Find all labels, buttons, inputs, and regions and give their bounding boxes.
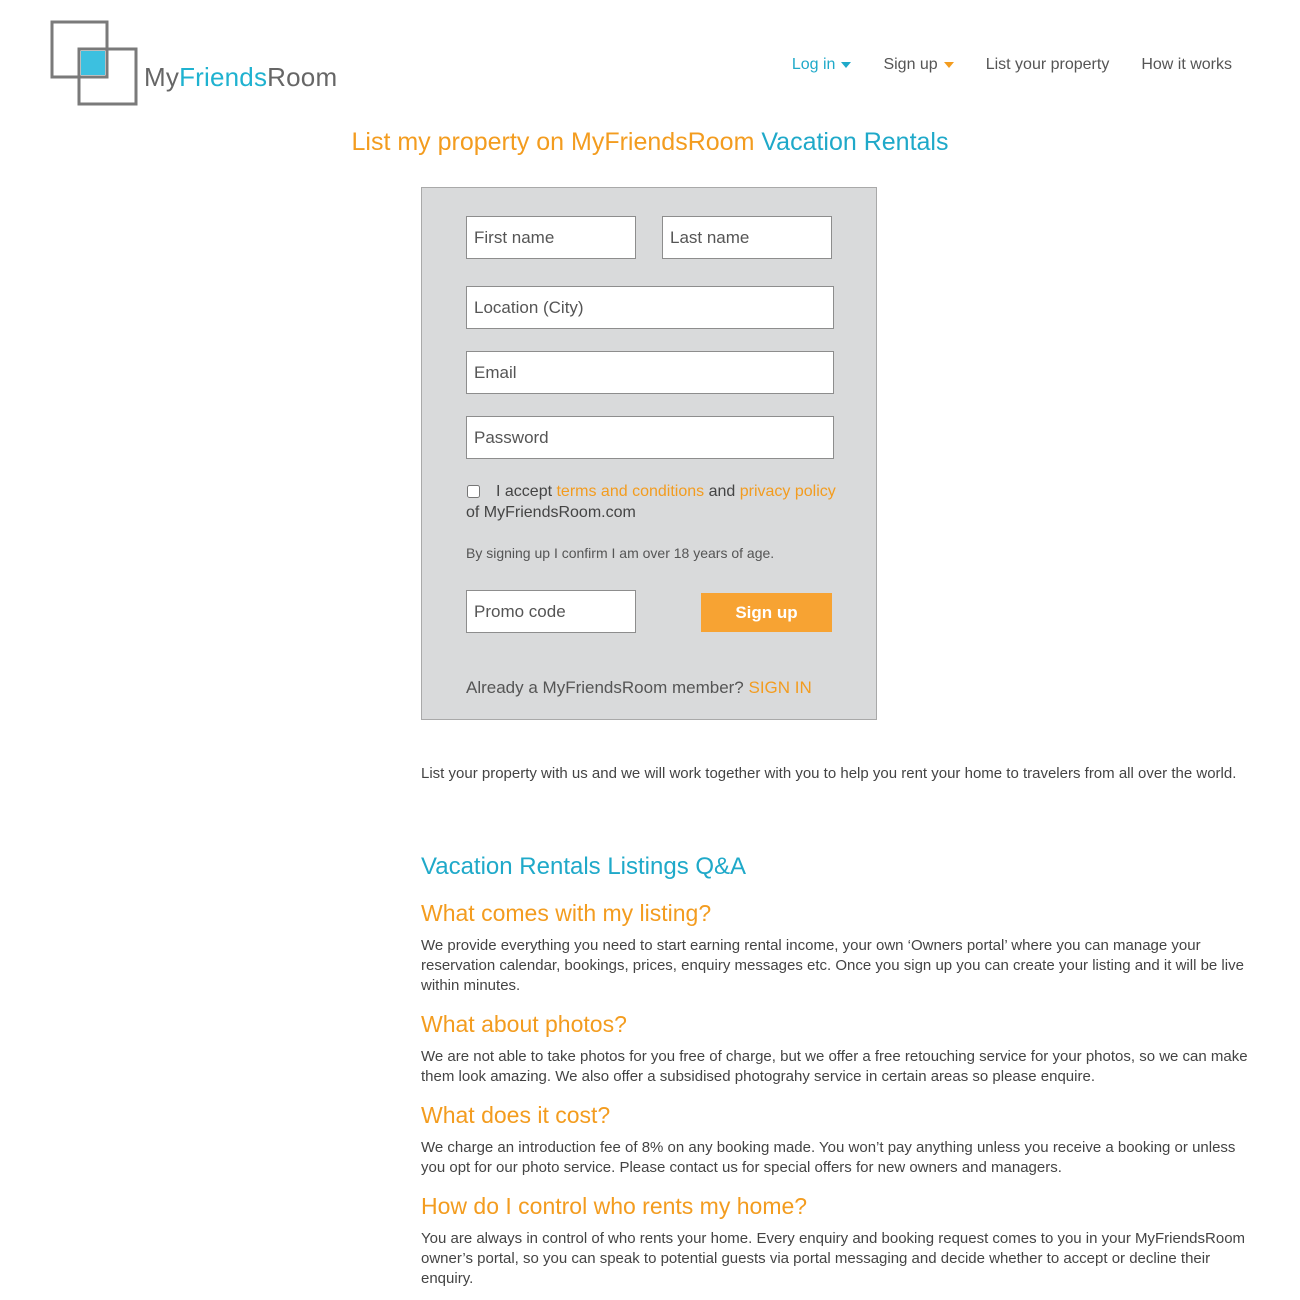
terms-prefix: I accept: [496, 483, 553, 500]
caret-down-icon: [841, 62, 851, 68]
password-input[interactable]: [466, 416, 834, 459]
terms-link[interactable]: terms and conditions: [556, 483, 705, 500]
logo-squares-icon: [50, 20, 140, 110]
member-text: Already a MyFriendsRoom member?: [466, 678, 744, 697]
qa-question: What comes with my listing?: [421, 900, 712, 926]
qa-answer: You are always in control of who rents your home. Every enquiry and booking request comes to you in your MyFriendsRoom owner’s portal, so you can speak to potential guests via portal messaging and decide whether to accept or decline their enquiry.: [421, 1230, 1246, 1287]
nav-list-property[interactable]: [986, 56, 1110, 74]
nav-how-it-works-label: How it works: [1141, 56, 1232, 73]
age-confirmation-note: By signing up I confirm I am over 18 years of age.: [466, 545, 775, 561]
caret-down-icon: [944, 62, 954, 68]
qa-answer: We provide everything you need to start earning rental income, your own ‘Owners portal’ where you can manage your reservation calendar, bookings, prices, enquiry messages etc. Once you sign up you can create your listing and it will be live within minutes.: [421, 937, 1244, 994]
nav-signup-label: Sign up: [883, 56, 938, 73]
page-title-main: List my property on MyFriendsRoom: [351, 128, 755, 156]
intro-paragraph: List your property with us and we will work together with you to help you rent your home to travelers from all over the world.: [421, 765, 1237, 782]
last-name-input[interactable]: [662, 216, 832, 259]
qa-question: What does it cost?: [421, 1102, 611, 1128]
first-name-input[interactable]: [466, 216, 636, 259]
signup-button[interactable]: Sign up: [701, 593, 832, 632]
signup-form: [421, 187, 877, 720]
qa-section-title: Vacation Rentals Listings Q&A: [421, 853, 747, 880]
page-title: [0, 128, 1300, 157]
nav-list-property-label: List your property: [985, 56, 1110, 73]
qa-question: What about photos?: [421, 1011, 627, 1037]
site-logo[interactable]: [50, 20, 360, 110]
logo-text-room: Room: [267, 62, 338, 92]
qa-question: How do I control who rents my home?: [421, 1193, 808, 1219]
privacy-link[interactable]: privacy policy: [739, 483, 836, 500]
main-nav: [792, 56, 1232, 74]
terms-suffix: of MyFriendsRoom.com: [466, 504, 636, 521]
signin-link[interactable]: SIGN IN: [748, 678, 812, 697]
logo-text-friends: Friends: [179, 62, 268, 92]
logo-wordmark: [144, 64, 337, 90]
member-signin-line: [466, 678, 812, 698]
nav-signup[interactable]: [883, 56, 953, 74]
nav-login-label: Log in: [791, 56, 836, 73]
terms-and: and: [708, 483, 736, 500]
nav-login[interactable]: [792, 56, 852, 74]
location-input[interactable]: [466, 286, 834, 329]
nav-how-it-works[interactable]: [1141, 56, 1232, 74]
promo-code-input[interactable]: [466, 590, 636, 633]
page-title-accent: Vacation Rentals: [761, 128, 949, 156]
terms-text: [466, 481, 836, 523]
logo-text-my: My: [144, 62, 180, 92]
qa-answer: We charge an introduction fee of 8% on any booking made. You won’t pay anything unless you receive a booking or unless you opt for our photo service. Please contact us for special offers for new owners and managers.: [421, 1139, 1236, 1176]
email-input[interactable]: [466, 351, 834, 394]
qa-answer: We are not able to take photos for you free of charge, but we offer a free retouching service for your photos, so we can make them look amazing. We also offer a subsidised photograhy service in certain areas so please enquire.: [421, 1048, 1248, 1085]
